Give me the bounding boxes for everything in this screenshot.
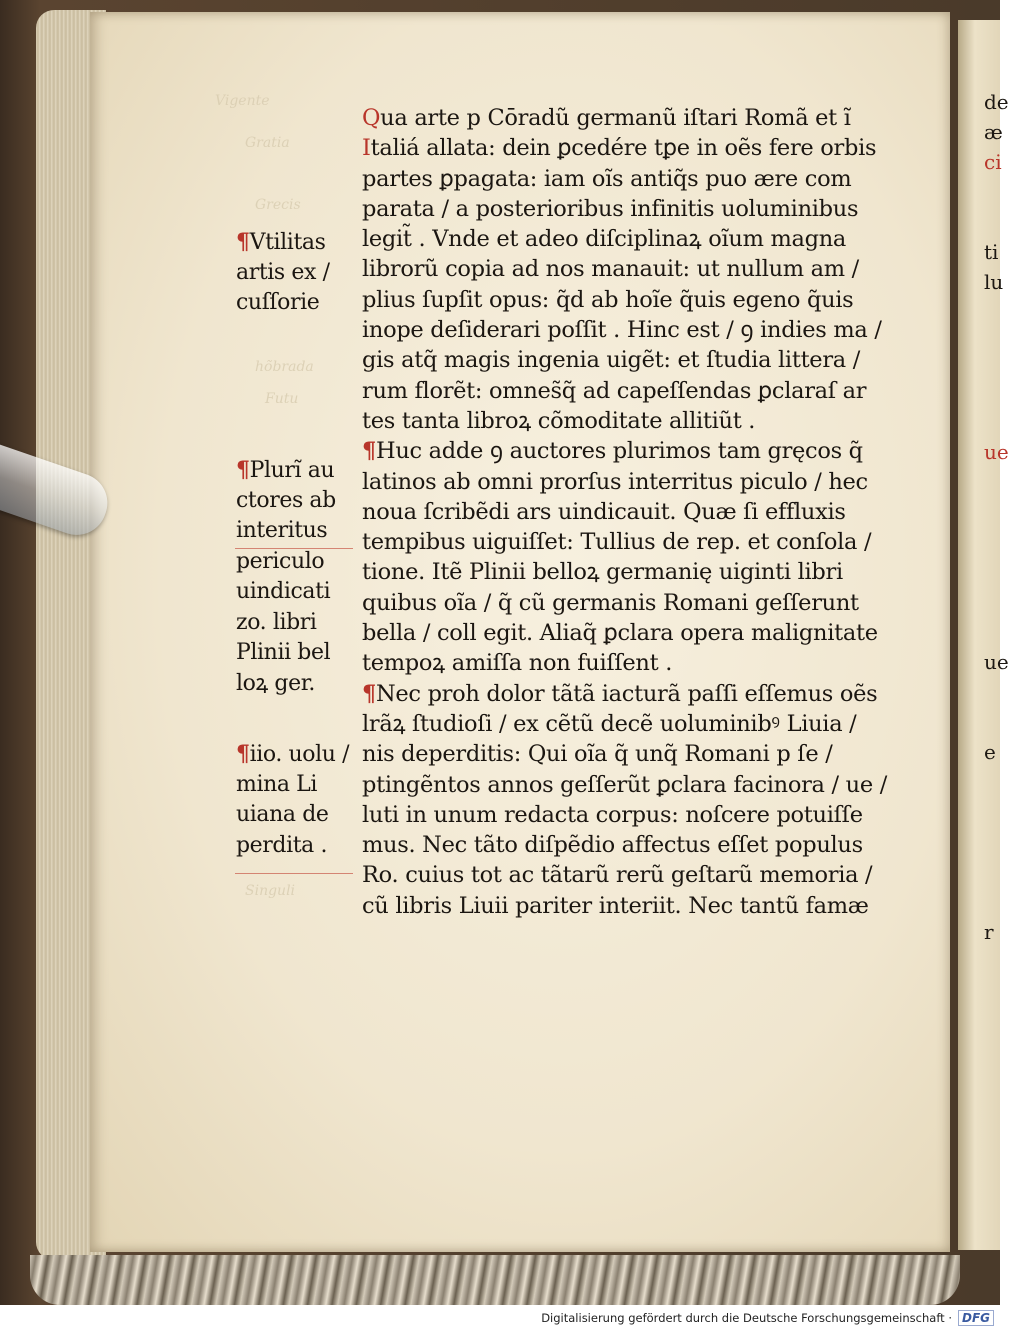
text-line bbox=[362, 648, 862, 678]
text-line-content: mus. Nec tãto diſpẽdio affectus eſſet populus bbox=[362, 832, 863, 859]
next-page-fragment: ti bbox=[984, 240, 999, 264]
next-page-fragment: lu bbox=[984, 270, 1004, 294]
next-page-fragment: ci bbox=[984, 150, 1002, 174]
text-line-content: parata / a posterioribus infinitis uoluminibus bbox=[362, 195, 859, 222]
text-line bbox=[362, 254, 862, 284]
text-line-content: Ro. cuius tot ac tãtarũ rerũ geſtarũ memoria / bbox=[362, 862, 873, 889]
text-line-content: nis deperditis: Qui oĩa q̃ unq̃ Romani p ſe / bbox=[362, 741, 833, 768]
text-line-content: Huc adde ꝯ auctores plurimos tam gręcos q̃ bbox=[376, 438, 863, 465]
margin-note-line: ¶iio. uolu / bbox=[236, 741, 350, 767]
margin-note-line: Plinii bel bbox=[236, 640, 331, 665]
margin-note-line: periculo bbox=[236, 548, 325, 574]
text-line-content: tes tanta libroꝝ cõmoditate allitiũt . bbox=[362, 407, 756, 434]
text-line bbox=[362, 891, 869, 921]
text-line bbox=[362, 557, 862, 587]
text-line-content: taliá allata: dein ꝑcedére tꝑe in oẽs fere orbis bbox=[370, 135, 877, 162]
next-page-fragment: æ bbox=[984, 120, 1003, 144]
text-line-content: lrãꝝ ſtudioſi / ex cẽtũ decẽ uoluminibꝰ Liuia / bbox=[362, 710, 857, 737]
text-line-content: tione. Itẽ Plinii belloꝝ germanię uiginti libri bbox=[362, 559, 843, 586]
next-page-fragment: e bbox=[984, 740, 996, 764]
text-line bbox=[362, 588, 862, 618]
dfg-logo: DFG bbox=[958, 1310, 994, 1326]
text-line-content: plius ſupſit opus: q̃d ab hoĩe q̃uis egeno q̃uis bbox=[362, 286, 854, 313]
text-line bbox=[362, 376, 867, 406]
digitization-footer bbox=[0, 1305, 1000, 1331]
next-page-fragment: de bbox=[984, 90, 1009, 114]
margin-note-line: uiana de bbox=[236, 802, 329, 827]
text-line-content: tempoꝝ amiſſa non fuiſſent . bbox=[362, 650, 673, 677]
margin-note-line: ctores ab bbox=[236, 487, 336, 513]
rubric-initial: Q bbox=[362, 105, 381, 131]
margin-note-line: ¶Plurĩ au bbox=[236, 457, 335, 483]
text-line-content: quibus oĩa / q̃ cũ germanis Romani geſſerunt bbox=[362, 589, 859, 616]
text-line bbox=[362, 164, 862, 194]
text-line bbox=[362, 436, 862, 466]
text-line bbox=[362, 527, 872, 557]
text-line bbox=[362, 467, 868, 497]
text-line-content: gis atq̃ magis ingenia uigẽt: et ſtudia littera / bbox=[362, 347, 861, 374]
text-line bbox=[362, 497, 862, 527]
margin-note-liuiana bbox=[236, 739, 356, 861]
text-line-content: legit̃ . Vnde et adeo diſciplinaꝝ oĩum magna bbox=[362, 226, 847, 253]
text-line bbox=[362, 103, 862, 133]
next-page-edge bbox=[958, 20, 1009, 1250]
margin-note-line: cuſſorie bbox=[236, 290, 320, 315]
text-line bbox=[362, 194, 862, 224]
text-line bbox=[362, 800, 862, 830]
text-line bbox=[362, 860, 873, 890]
text-line-content: Nec proh dolor tãtã iacturã paſſi eſſemus oẽs bbox=[376, 680, 878, 707]
margin-note-line: mina Li bbox=[236, 771, 318, 797]
rubric-initial: ¶ bbox=[362, 438, 377, 465]
text-line bbox=[362, 345, 862, 375]
text-line-content: ua arte p Cōradũ germanũ iſtari Romã et ĩ bbox=[380, 105, 851, 131]
text-line-content: latinos ab omni prorſus interritus piculo / hec bbox=[362, 468, 868, 495]
show-through-line: Singuli bbox=[245, 883, 296, 899]
text-line-content: luti in unum redacta corpus: noſcere potuiſſe bbox=[362, 801, 863, 828]
main-text-block bbox=[362, 103, 887, 921]
text-line-content: noua ſcribẽdi ars uindicauit. Quæ ſi effluxis bbox=[362, 498, 846, 525]
rubric-underline bbox=[235, 548, 353, 549]
text-line bbox=[362, 830, 862, 860]
text-line bbox=[362, 133, 877, 163]
text-line bbox=[362, 406, 862, 436]
text-line-content: tempibus uiguiſſet: Tullius de rep. et conſola / bbox=[362, 529, 872, 556]
rubric-underline bbox=[235, 873, 353, 874]
margin-note-line: interitus bbox=[236, 518, 328, 543]
rubric-initial: I bbox=[362, 135, 371, 162]
next-page-fragment: r bbox=[984, 920, 994, 944]
text-line-content: rum florẽt: omnes̃q̃ ad capeſſendas ꝑclaraſ ar bbox=[362, 377, 867, 404]
margin-note-line: loꝝ ger. bbox=[236, 670, 315, 696]
text-line bbox=[362, 618, 878, 648]
show-through-line: Vigente bbox=[215, 93, 270, 109]
text-line bbox=[362, 770, 887, 800]
footer-text: Digitalisierung gefördert durch die Deutsche Forschungsgemeinschaft · bbox=[541, 1311, 952, 1325]
book-cover-edge bbox=[30, 1255, 960, 1305]
next-page-fragment: ue bbox=[984, 650, 1009, 674]
text-line bbox=[362, 285, 862, 315]
text-line bbox=[362, 709, 862, 739]
text-line-content: cũ libris Liuii pariter interiit. Nec tantũ famæ bbox=[362, 892, 869, 919]
margin-note-pluri bbox=[236, 455, 356, 699]
show-through-line: Futu bbox=[265, 391, 299, 407]
text-line bbox=[362, 739, 862, 769]
text-line-content: partes ꝑpagata: iam oĩs antiq̃s puo ære com bbox=[362, 165, 852, 192]
show-through-line: Grecis bbox=[255, 197, 301, 213]
margin-note-line: artis ex / bbox=[236, 259, 330, 285]
margin-note-utilitas bbox=[236, 227, 356, 319]
next-page-fragment: ue bbox=[984, 440, 1009, 464]
rubric-initial: ¶ bbox=[362, 680, 377, 707]
text-line-content: inope deſiderari poſſit . Hinc est / ꝯ indies ma / bbox=[362, 317, 882, 344]
text-line-content: bella / coll egit. Aliaq̃ ꝑclara opera malignitate bbox=[362, 620, 878, 647]
text-line bbox=[362, 224, 862, 254]
margin-note-line: uindicati bbox=[236, 579, 331, 604]
text-line bbox=[362, 315, 882, 345]
text-line-content: librorũ copia ad nos manauit: ut nullum am / bbox=[362, 256, 859, 283]
margin-note-line: zo. libri bbox=[236, 609, 317, 635]
margin-note-line: perdita . bbox=[236, 832, 328, 858]
text-line-content: ptingẽntos annos geſſerũt ꝑclara facinora / ue / bbox=[362, 771, 887, 798]
show-through-line: hõbrada bbox=[255, 359, 314, 375]
show-through-line: Gratia bbox=[245, 135, 290, 151]
text-line bbox=[362, 679, 878, 709]
margin-note-line: ¶Vtilitas bbox=[236, 229, 326, 255]
